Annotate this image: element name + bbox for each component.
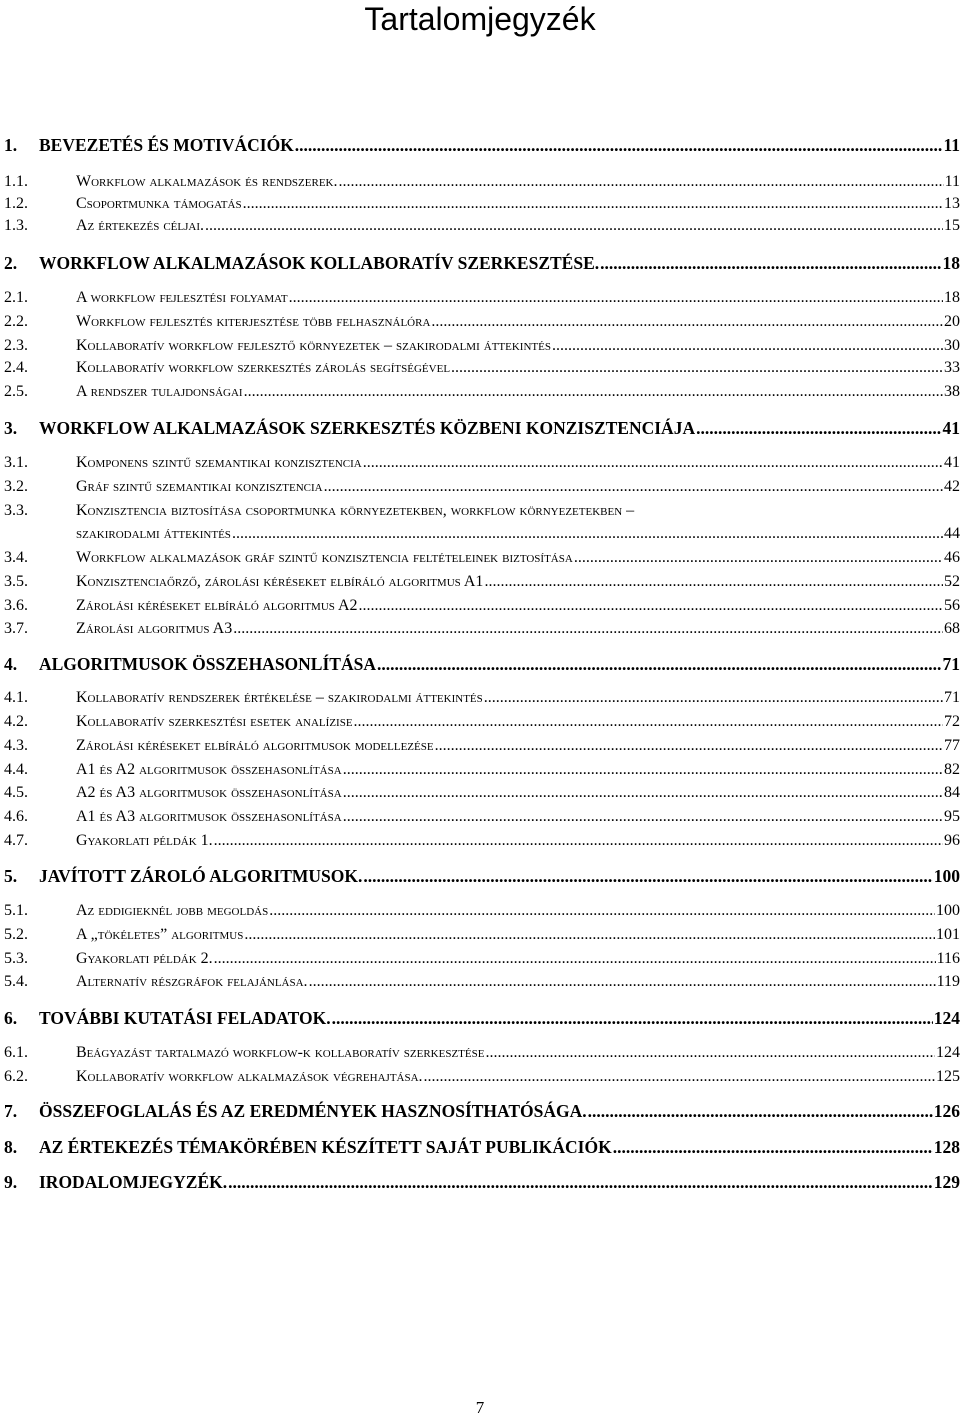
entry-title-continuation: szakirodalmi áttekintés [76,525,231,542]
entry-page: 56 [944,597,960,614]
dot-leader [295,135,943,156]
dot-leader [343,761,943,779]
dot-leader [485,1044,935,1062]
dot-leader [309,973,936,991]
dot-leader [354,713,943,731]
entry-page: 71 [942,654,960,674]
entry-title: Konzisztenciaőrző, zárolási kéréseket elbíráló algoritmus A1 [76,573,484,590]
entry-number: 5.1. [4,902,28,919]
dot-leader [289,289,943,307]
entry-title: Beágyazást tartalmazó workflow-k kollaboratív szerkesztése [76,1044,485,1061]
entry-title: ÖSSZEFOGLALÁS ÉS AZ EREDMÉNYEK HASZNOSÍTHATÓSÁGA. [39,1101,587,1121]
dot-leader [574,549,943,567]
entry-title: WORKFLOW ALKALMAZÁSOK KOLLABORATÍV SZERKESZTÉSE. [39,253,600,273]
entry-number: 9. [4,1172,18,1192]
dot-leader [359,597,943,615]
entry-number: 2.1. [4,289,28,306]
entry-page: 124 [933,1008,960,1028]
entry-page: 116 [936,950,960,967]
entry-page: 84 [944,784,960,801]
entry-title: A2 és A3 algoritmusok összehasonlítása [76,784,342,801]
entry-title: Kollaboratív szerkesztési esetek analízise [76,713,353,730]
entry-page: 15 [944,217,960,234]
entry-page: 18 [944,289,960,306]
entry-page: 42 [944,478,960,495]
dot-leader [363,866,932,887]
dot-leader [552,337,943,355]
entry-page: 125 [936,1068,960,1085]
entry-page: 41 [942,418,960,438]
dot-leader [424,1068,935,1086]
entry-title: Zárolási algoritmus A3 [76,620,233,637]
dot-leader [205,217,943,235]
entry-number: 8. [4,1137,18,1157]
entry-number: 4.1. [4,689,28,706]
entry-title: ALGORITMUSOK ÖSSZEHASONLÍTÁSA [39,654,376,674]
dot-leader [343,808,943,826]
entry-number: 6.2. [4,1068,28,1085]
entry-title: Kollaboratív workflow alkalmazások végrehajtása. [76,1068,423,1085]
entry-number: 6. [4,1008,18,1028]
entry-number: 2.4. [4,359,28,376]
entry-title: Gyakorlati példák 1. [76,832,213,849]
dot-leader [214,950,936,968]
entry-page: 44 [944,525,960,542]
entry-number: 3.7. [4,620,28,637]
entry-page: 46 [944,549,960,566]
entry-title: Csoportmunka támogatás [76,195,242,212]
entry-title: Workflow alkalmazások gráf szintű konzisztencia feltételeinek biztosítása [76,549,573,566]
entry-number: 5. [4,866,18,886]
entry-number: 2.5. [4,383,28,400]
entry-page: 129 [933,1172,960,1192]
entry-page: 96 [944,832,960,849]
entry-title: AZ ÉRTEKEZÉS TÉMAKÖRÉBEN KÉSZÍTETT SAJÁT PUBLIKÁCIÓK [39,1137,612,1157]
entry-page: 38 [944,383,960,400]
dot-leader [244,926,935,944]
entry-number: 2.2. [4,313,28,330]
entry-title: Kollaboratív workflow szerkesztés zárolás segítségével [76,359,451,376]
dot-leader [269,902,935,920]
dot-leader [339,173,944,191]
entry-page: 20 [944,313,960,330]
entry-number: 2.3. [4,337,28,354]
entry-page: 126 [933,1101,960,1121]
entry-number: 7. [4,1101,18,1121]
entry-number: 5.3. [4,950,28,967]
entry-number: 3.2. [4,478,28,495]
entry-number: 3.6. [4,597,28,614]
entry-page: 124 [936,1044,960,1061]
entry-title: Zárolási kéréseket elbíráló algoritmus A2 [76,597,358,614]
entry-page: 52 [944,573,960,590]
dot-leader [233,620,943,638]
entry-page: 72 [944,713,960,730]
entry-title: Az eddigieknél jobb megoldás [76,902,269,919]
dot-leader [363,454,943,472]
entry-page: 71 [944,689,960,706]
entry-page: 33 [944,359,960,376]
dot-leader [484,573,943,591]
dot-leader [332,1008,933,1029]
entry-title: A „tökéletes” algoritmus [76,926,244,943]
entry-page: 30 [944,337,960,354]
entry-number: 4.5. [4,784,28,801]
entry-title: A workflow fejlesztési folyamat [76,289,288,306]
entry-page: 11 [944,173,960,190]
entry-title: A1 és A3 algoritmusok összehasonlítása [76,808,342,825]
entry-number: 1.3. [4,217,28,234]
entry-number: 4.6. [4,808,28,825]
dot-leader [243,195,943,213]
entry-page: 100 [936,902,960,919]
entry-title: Az értekezés céljai. [76,217,204,234]
dot-leader [588,1101,933,1122]
entry-number: 5.2. [4,926,28,943]
dot-leader [613,1137,933,1158]
entry-page: 77 [944,737,960,754]
entry-title: JAVÍTOTT ZÁROLÓ ALGORITMUSOK. [39,866,363,886]
entry-number: 3. [4,418,18,438]
entry-title: Workflow fejlesztés kiterjesztése több felhasználóra [76,313,431,330]
page-number: 7 [475,1398,485,1417]
entry-title: Gráf szintű szemantikai konzisztencia [76,478,323,495]
entry-title: BEVEZETÉS ÉS MOTIVÁCIÓK [39,135,294,155]
entry-page: 119 [936,973,960,990]
entry-number: 4.4. [4,761,28,778]
entry-page: 101 [936,926,960,943]
entry-title: A1 és A2 algoritmusok összehasonlítása [76,761,342,778]
dot-leader [324,478,943,496]
dot-leader [228,1172,933,1193]
entry-number: 1. [4,135,18,155]
dot-leader [214,832,943,850]
entry-number: 3.3. [4,502,28,519]
entry-page: 11 [943,135,960,155]
entry-title: Zárolási kéréseket elbíráló algoritmusok modellezése [76,737,434,754]
entry-page: 82 [944,761,960,778]
entry-title: Alternatív részgráfok felajánlása. [76,973,308,990]
entry-number: 1.2. [4,195,28,212]
dot-leader [431,313,943,331]
entry-number: 3.5. [4,573,28,590]
dot-leader [232,525,943,543]
dot-leader [435,737,943,755]
entry-page: 18 [942,253,960,273]
dot-leader [244,383,943,401]
entry-page: 41 [944,454,960,471]
dot-leader [484,689,943,707]
entry-title: Komponens szintű szemantikai konzisztencia [76,454,362,471]
entry-page: 100 [933,866,960,886]
dot-leader [377,654,942,675]
entry-title: WORKFLOW ALKALMAZÁSOK SZERKESZTÉS KÖZBENI KONZISZTENCIÁJA [39,418,696,438]
dot-leader [696,418,941,439]
entry-page: 128 [933,1137,960,1157]
entry-title: A rendszer tulajdonságai [76,383,243,400]
entry-title: TOVÁBBI KUTATÁSI FELADATOK. [39,1008,331,1028]
entry-number: 6.1. [4,1044,28,1061]
entry-title: Gyakorlati példák 2. [76,950,213,967]
entry-title: Konzisztencia biztosítása csoportmunka környezetekben, workflow környezetekben – [76,502,635,519]
dot-leader [451,359,943,377]
entry-number: 4.7. [4,832,28,849]
entry-page: 95 [944,808,960,825]
entry-page: 68 [944,620,960,637]
page-title: Tartalomjegyzék [364,1,596,37]
entry-page: 13 [944,195,960,212]
entry-number: 4.2. [4,713,28,730]
dot-leader [343,784,943,802]
entry-number: 4. [4,654,18,674]
entry-number: 4.3. [4,737,28,754]
entry-title: Kollaboratív rendszerek értékelése – szakirodalmi áttekintés [76,689,483,706]
entry-number: 3.1. [4,454,28,471]
entry-title: Workflow alkalmazások és rendszerek. [76,173,338,190]
entry-number: 5.4. [4,973,28,990]
entry-number: 2. [4,253,18,273]
entry-number: 1.1. [4,173,28,190]
entry-title: IRODALOMJEGYZÉK. [39,1172,228,1192]
entry-title: Kollaboratív workflow fejlesztő környezetek – szakirodalmi áttekintés [76,337,551,354]
dot-leader [600,253,941,274]
entry-number: 3.4. [4,549,28,566]
